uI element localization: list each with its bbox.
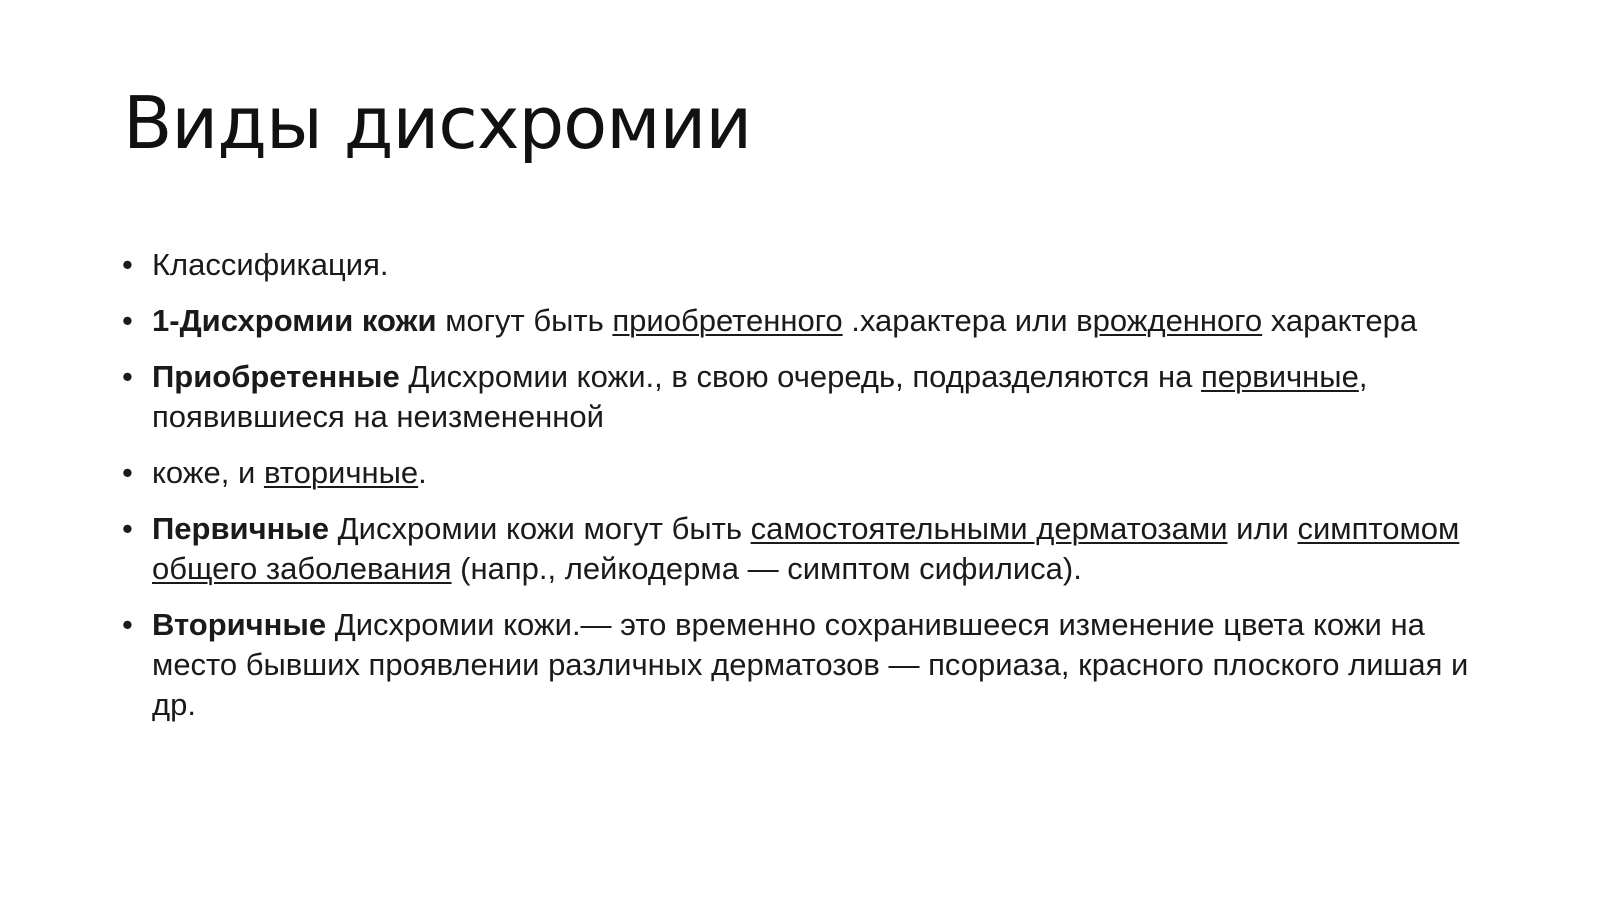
bullet-dot-icon: •	[122, 359, 133, 394]
bullet-text: характера	[1262, 303, 1418, 338]
bullet-text: .	[418, 455, 427, 490]
bullet-dot-icon: •	[122, 247, 133, 282]
bullet-text: (напр., лейкодерма — симптом сифилиса).	[451, 551, 1082, 586]
bullet-text: коже, и	[152, 455, 264, 490]
bullet-text: могут быть	[436, 303, 613, 338]
bullet-item-classification	[120, 245, 1480, 285]
bullet-item-primary	[120, 509, 1480, 589]
underlined-term: вторичные	[263, 455, 419, 490]
bullet-dot-icon: •	[122, 607, 133, 642]
bullet-dot-icon: •	[122, 511, 133, 546]
underlined-term: первичные	[1200, 359, 1359, 394]
bullet-list	[120, 245, 1480, 741]
bullet-dot-icon: •	[122, 303, 133, 338]
underlined-term: симптомом общего заболевания	[152, 511, 1460, 586]
bullet-item-skin-dyschromia	[120, 301, 1480, 341]
bullet-text: Классификация.	[152, 247, 389, 282]
bullet-bold-term: Первичные	[152, 511, 330, 546]
bullet-text: , появившиеся на неизмененной	[152, 359, 1368, 434]
bullet-item-secondary-ref	[120, 453, 1480, 493]
bullet-bold-term: Вторичные	[152, 607, 327, 642]
underlined-term: рожденного	[1092, 303, 1263, 338]
underlined-term: самостоятельными дерматозами	[750, 511, 1228, 546]
bullet-text: Дисхромии кожи., в свою очередь, подразделяются на	[399, 359, 1201, 394]
bullet-dot-icon: •	[122, 455, 133, 490]
bullet-bold-term: 1-Дисхромии кожи	[152, 303, 437, 338]
bullet-text: Дисхромии кожи могут быть	[329, 511, 751, 546]
bullet-item-secondary	[120, 605, 1480, 725]
underlined-term: приобретенного	[612, 303, 843, 338]
bullet-text: или	[1227, 511, 1298, 546]
bullet-text: .характера или в	[842, 303, 1093, 338]
bullet-text: Дисхромии кожи.— это временно сохранившееся изменение цвета кожи на место бывших проявлении различных дерматозов — псориаза, красного плоского лишая и др.	[152, 607, 1469, 722]
bullet-bold-term: Приобретенные	[152, 359, 400, 394]
bullet-item-acquired	[120, 357, 1480, 437]
slide-title: Виды дисхромии	[123, 81, 752, 165]
